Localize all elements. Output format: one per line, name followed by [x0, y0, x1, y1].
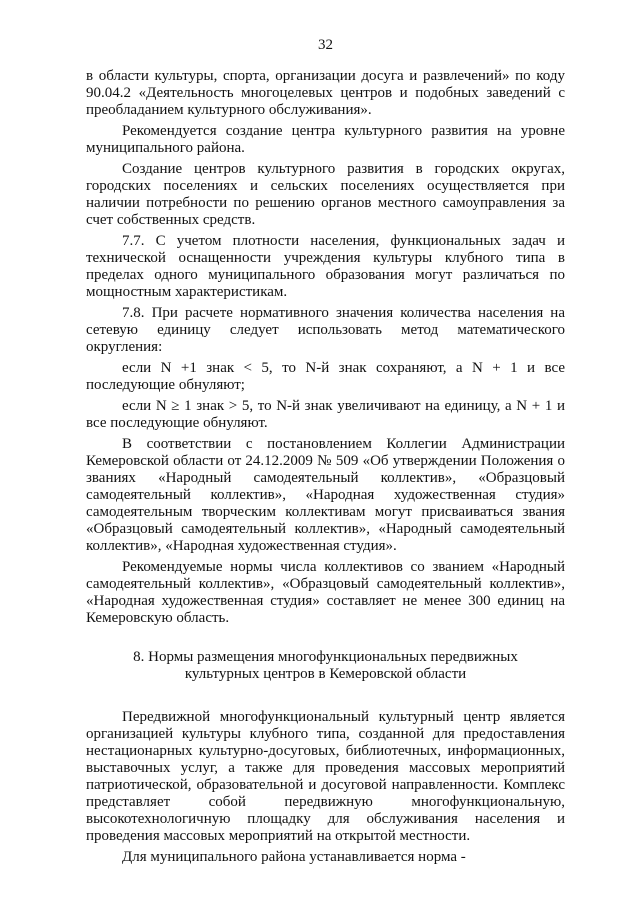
paragraph-municipal-norm: Для муниципального района устанавливается норма - [122, 849, 466, 865]
paragraph-7-7: 7.7. С учетом плотности населения, функциональных задач и технической оснащенности учреждения культуры клубного типа в пределах одного муниципального образования могут различаться по мощностным характеристикам. [86, 233, 565, 300]
paragraph-collegium-resolution: В соответствии с постановлением Коллегии Администрации Кемеровской области от 24.12.2009 № 509 «Об утверждении Положения о званиях «Народный самодеятельный коллектив», «Образцовый самодеятельный коллектив», «Народная художественная студия» самодеятельным творческим коллективам могут присваиваться звания «Образцовый самодеятельный коллектив», «Народный самодеятельный коллектив», «Народная художественная студия». [86, 436, 565, 554]
paragraph-okved-continuation: в области культуры, спорта, организации досуга и развлечений» по коду 90.04.2 «Деятельность многоцелевых центров и подобных заведений с преобладанием культурного обслуживания». [86, 68, 565, 118]
paragraph-center-recommendation: Рекомендуется создание центра культурного развития на уровне муниципального района. [86, 123, 565, 156]
paragraph-7-8: 7.8. При расчете нормативного значения количества населения на сетевую единицу следует использовать метод математического округления: [86, 305, 565, 355]
paragraph-rounding-rule-2: если N ≥ 1 знак > 5, то N-й знак увеличивают на единицу, а N + 1 и все последующие обнуляют. [86, 398, 565, 431]
paragraph-center-creation: Создание центров культурного развития в городских округах, городских поселениях и сельских поселениях осуществляется при наличии потребности по решению органов местного самоуправления за счет собственных средств. [86, 161, 565, 228]
page-number: 32 [318, 37, 333, 53]
paragraph-rounding-rule-1: если N +1 знак < 5, то N-й знак сохраняют, а N + 1 и все последующие обнуляют; [86, 360, 565, 393]
section-heading-line-1: 8. Нормы размещения многофункциональных передвижных [133, 649, 518, 665]
paragraph-collective-norms: Рекомендуемые нормы числа коллективов со званием «Народный самодеятельный коллектив», «Образцовый самодеятельный коллектив», «Народная художественная студия» составляет не менее 300 единиц на Кемеровскую область. [86, 559, 565, 626]
section-heading-line-2: культурных центров в Кемеровской области [184, 666, 467, 682]
paragraph-mobile-center-definition: Передвижной многофункциональный культурный центр является организацией культуры клубного типа, созданной для предоставления нестационарных культурно-досуговых, библиотечных, информационных, выставочных услуг, а также для проведения массовых мероприятий патриотической, образовательной и досуговой направленности. Комплекс представляет собой передвижную многофункциональную, высокотехнологичную площадку для обслуживания населения и проведения массовых мероприятий на открытой местности. [86, 709, 565, 844]
section-heading-8 [86, 649, 565, 683]
